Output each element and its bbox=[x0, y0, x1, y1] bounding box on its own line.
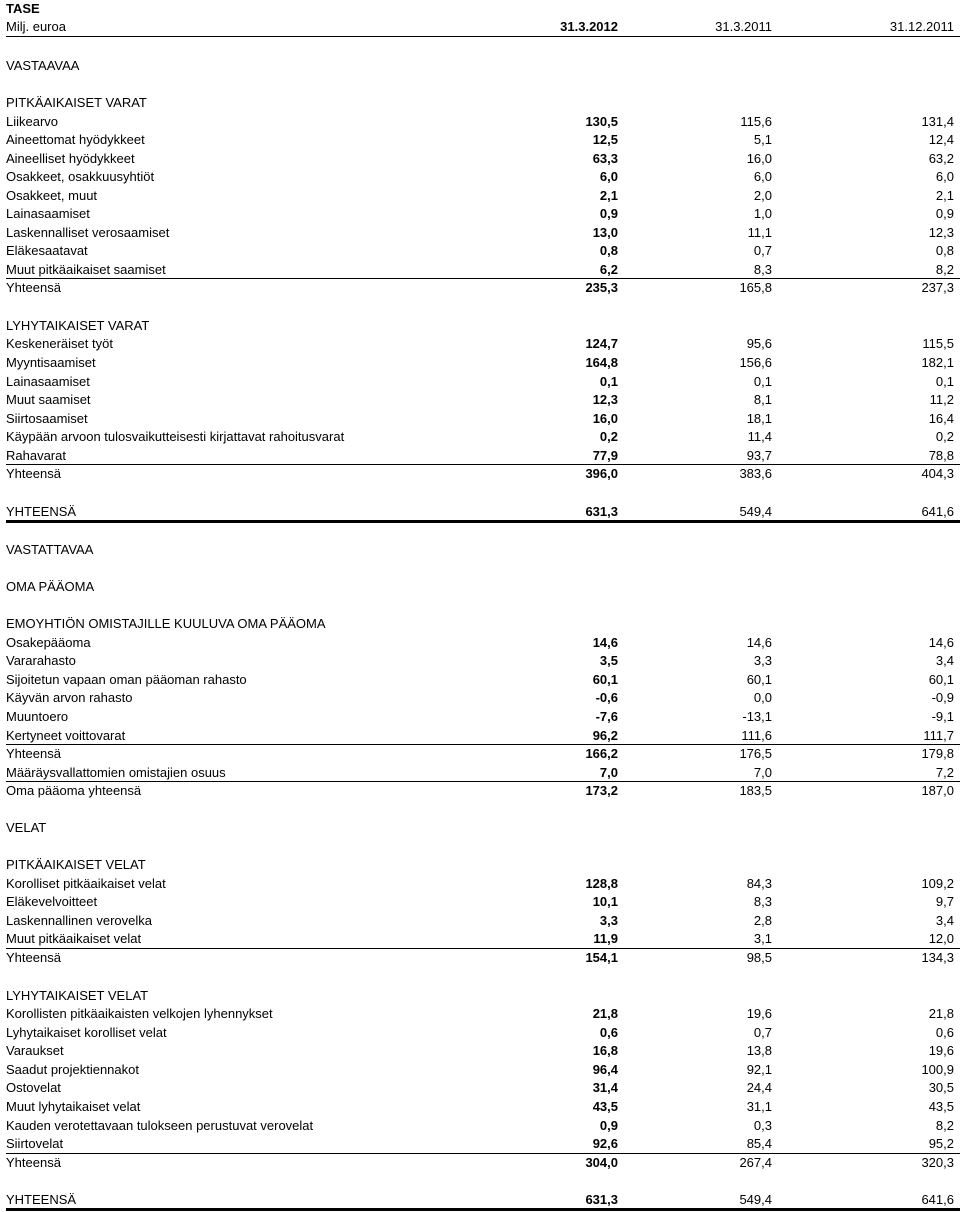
table-row bbox=[0, 354, 960, 371]
unit-label: Milj. euroa bbox=[6, 19, 66, 34]
value-cell-1: 0,2 bbox=[599, 429, 618, 444]
table-row bbox=[0, 373, 960, 390]
value-cell-1: 6,2 bbox=[599, 262, 618, 277]
table-row bbox=[0, 764, 960, 781]
value-cell-2: 8,1 bbox=[753, 392, 772, 407]
value-cell-3: 641,6 bbox=[921, 1192, 954, 1207]
value-cell-1: 173,2 bbox=[585, 783, 618, 798]
value-cell-3: 16,4 bbox=[928, 411, 954, 426]
table-row bbox=[0, 131, 960, 148]
subtotal-rule bbox=[6, 278, 960, 279]
table-row bbox=[0, 634, 960, 651]
value-cell-3: 60,1 bbox=[928, 672, 954, 687]
row-label: Siirtosaamiset bbox=[6, 411, 88, 426]
value-cell-2: 115,6 bbox=[740, 114, 772, 129]
value-cell-2: 2,8 bbox=[753, 913, 772, 928]
row-label: Muut pitkäaikaiset saamiset bbox=[6, 262, 166, 277]
section-heading-row bbox=[0, 57, 960, 74]
row-label: Käyvän arvon rahasto bbox=[6, 690, 133, 705]
row-label: Sijoitetun vapaan oman pääoman rahasto bbox=[6, 672, 247, 687]
document-title: TASE bbox=[6, 1, 40, 16]
header-columns-row bbox=[0, 18, 960, 35]
value-cell-3: 2,1 bbox=[935, 188, 954, 203]
value-cell-3: 63,2 bbox=[928, 151, 954, 166]
value-cell-2: 18,1 bbox=[746, 411, 772, 426]
table-row bbox=[0, 949, 960, 966]
value-cell-3: 237,3 bbox=[921, 280, 954, 295]
table-row bbox=[0, 1117, 960, 1134]
value-cell-3: 9,7 bbox=[935, 894, 954, 909]
section-heading: PITKÄAIKAISET VELAT bbox=[6, 857, 146, 872]
row-label: Korollisten pitkäaikaisten velkojen lyhennykset bbox=[6, 1006, 273, 1021]
value-cell-2: 8,3 bbox=[753, 894, 772, 909]
value-cell-3: 641,6 bbox=[921, 504, 954, 519]
value-cell-3: -9,1 bbox=[931, 709, 954, 724]
row-label: Saadut projektiennakot bbox=[6, 1062, 139, 1077]
row-label: Eläkevelvoitteet bbox=[6, 894, 98, 909]
value-cell-1: 164,8 bbox=[585, 355, 618, 370]
row-label: Rahavarat bbox=[6, 448, 66, 463]
table-row bbox=[0, 428, 960, 445]
row-label: Yhteensä bbox=[6, 1155, 61, 1170]
table-row bbox=[0, 1005, 960, 1022]
value-cell-2: 0,0 bbox=[753, 690, 772, 705]
value-cell-3: 320,3 bbox=[921, 1155, 954, 1170]
value-cell-2: 31,1 bbox=[746, 1099, 772, 1114]
value-cell-2: 156,6 bbox=[739, 355, 772, 370]
row-label: Aineettomat hyödykkeet bbox=[6, 132, 145, 147]
value-cell-1: 7,0 bbox=[599, 765, 618, 780]
value-cell-1: 0,6 bbox=[599, 1025, 618, 1040]
table-row bbox=[0, 335, 960, 352]
value-cell-1: 304,0 bbox=[585, 1155, 618, 1170]
value-cell-2: 111,6 bbox=[741, 728, 772, 743]
value-cell-3: 115,5 bbox=[922, 336, 954, 351]
row-label: Liikearvo bbox=[6, 114, 59, 129]
value-cell-2: 84,3 bbox=[746, 876, 772, 891]
value-cell-1: 0,1 bbox=[599, 374, 618, 389]
value-cell-3: 78,8 bbox=[928, 448, 954, 463]
row-label: Määräysvallattomien omistajien osuus bbox=[6, 765, 226, 780]
value-cell-3: 11,2 bbox=[929, 392, 954, 407]
row-label: Muuntoero bbox=[6, 709, 69, 724]
table-row bbox=[0, 168, 960, 185]
value-cell-1: 631,3 bbox=[585, 504, 618, 519]
value-cell-2: 2,0 bbox=[753, 188, 772, 203]
value-cell-3: 3,4 bbox=[935, 653, 954, 668]
row-label: Lyhytaikaiset korolliset velat bbox=[6, 1025, 167, 1040]
table-row bbox=[0, 1098, 960, 1115]
table-row bbox=[0, 1135, 960, 1152]
value-cell-1: 130,5 bbox=[585, 114, 618, 129]
total-rule bbox=[6, 520, 960, 523]
value-cell-2: 7,0 bbox=[753, 765, 772, 780]
value-cell-2: 92,1 bbox=[746, 1062, 772, 1077]
value-cell-3: 0,1 bbox=[935, 374, 954, 389]
section-heading: PITKÄAIKAISET VARAT bbox=[6, 95, 147, 110]
section-heading-row bbox=[0, 615, 960, 632]
table-row bbox=[0, 652, 960, 669]
header-title-row bbox=[0, 0, 960, 17]
table-row bbox=[0, 1042, 960, 1059]
row-label: Yhteensä bbox=[6, 280, 61, 295]
value-cell-2: 165,8 bbox=[739, 280, 772, 295]
value-cell-3: 0,6 bbox=[935, 1025, 954, 1040]
value-cell-1: 43,5 bbox=[592, 1099, 618, 1114]
value-cell-2: 8,3 bbox=[753, 262, 772, 277]
section-heading-row bbox=[0, 317, 960, 334]
value-cell-3: 0,8 bbox=[935, 243, 954, 258]
value-cell-3: 0,2 bbox=[935, 429, 954, 444]
value-cell-1: 396,0 bbox=[585, 466, 618, 481]
row-label: YHTEENSÄ bbox=[6, 1192, 77, 1207]
table-row bbox=[0, 708, 960, 725]
value-cell-1: 631,3 bbox=[585, 1192, 618, 1207]
row-label: Lainasaamiset bbox=[6, 206, 90, 221]
row-label: YHTEENSÄ bbox=[6, 504, 77, 519]
value-cell-2: 98,5 bbox=[746, 950, 772, 965]
row-label: Muut saamiset bbox=[6, 392, 91, 407]
table-row bbox=[0, 465, 960, 482]
value-cell-3: 182,1 bbox=[921, 355, 954, 370]
table-row bbox=[0, 447, 960, 464]
value-cell-1: 3,5 bbox=[599, 653, 618, 668]
subtotal-rule bbox=[6, 744, 960, 745]
value-cell-3: 19,6 bbox=[928, 1043, 954, 1058]
row-label: Muut pitkäaikaiset velat bbox=[6, 931, 142, 946]
row-label: Lainasaamiset bbox=[6, 374, 90, 389]
value-cell-1: 14,6 bbox=[592, 635, 618, 650]
subtotal-rule bbox=[6, 1153, 960, 1154]
value-cell-1: 124,7 bbox=[585, 336, 618, 351]
value-cell-2: 85,4 bbox=[746, 1136, 772, 1151]
table-row bbox=[0, 912, 960, 929]
table-row bbox=[0, 782, 960, 799]
section-heading-row bbox=[0, 541, 960, 558]
section-heading-row bbox=[0, 819, 960, 836]
table-row bbox=[0, 391, 960, 408]
table-row bbox=[0, 279, 960, 296]
value-cell-1: 128,8 bbox=[585, 876, 618, 891]
table-row bbox=[0, 224, 960, 241]
table-row bbox=[0, 893, 960, 910]
header-rule bbox=[6, 36, 960, 37]
table-row bbox=[0, 150, 960, 167]
value-cell-2: 0,7 bbox=[753, 1025, 772, 1040]
value-cell-2: 1,0 bbox=[753, 206, 772, 221]
row-label: Muut lyhytaikaiset velat bbox=[6, 1099, 141, 1114]
value-cell-3: 7,2 bbox=[935, 765, 954, 780]
table-row bbox=[0, 410, 960, 427]
value-cell-1: 154,1 bbox=[585, 950, 618, 965]
row-label: Korolliset pitkäaikaiset velat bbox=[6, 876, 166, 891]
table-row bbox=[0, 1191, 960, 1208]
value-cell-3: -0,9 bbox=[931, 690, 954, 705]
value-cell-2: 0,7 bbox=[753, 243, 772, 258]
row-label: Siirtovelat bbox=[6, 1136, 64, 1151]
value-cell-3: 8,2 bbox=[935, 262, 954, 277]
value-cell-2: 93,7 bbox=[746, 448, 772, 463]
row-label: Laskennalliset verosaamiset bbox=[6, 225, 170, 240]
row-label: Osakkeet, muut bbox=[6, 188, 98, 203]
value-cell-1: 16,0 bbox=[592, 411, 618, 426]
row-label: Osakkeet, osakkuusyhtiöt bbox=[6, 169, 155, 184]
value-cell-3: 3,4 bbox=[935, 913, 954, 928]
table-row bbox=[0, 503, 960, 520]
value-cell-1: 0,9 bbox=[599, 206, 618, 221]
section-heading-row bbox=[0, 987, 960, 1004]
value-cell-2: 13,8 bbox=[746, 1043, 772, 1058]
subtotal-rule bbox=[6, 464, 960, 465]
value-cell-3: 12,4 bbox=[928, 132, 954, 147]
value-cell-3: 187,0 bbox=[921, 783, 954, 798]
value-cell-1: 12,5 bbox=[592, 132, 618, 147]
value-cell-1: 6,0 bbox=[599, 169, 618, 184]
column-header-31-3-2012: 31.3.2012 bbox=[560, 19, 618, 34]
table-row bbox=[0, 689, 960, 706]
subtotal-rule bbox=[6, 948, 960, 949]
table-row bbox=[0, 1061, 960, 1078]
value-cell-3: 179,8 bbox=[921, 746, 954, 761]
row-label: Kertyneet voittovarat bbox=[6, 728, 126, 743]
value-cell-1: 60,1 bbox=[592, 672, 618, 687]
section-heading: VELAT bbox=[6, 820, 47, 835]
section-heading-row bbox=[0, 856, 960, 873]
section-heading: VASTAAVAA bbox=[6, 58, 80, 73]
value-cell-3: 21,8 bbox=[928, 1006, 954, 1021]
row-label: Varaukset bbox=[6, 1043, 64, 1058]
value-cell-3: 111,7 bbox=[923, 728, 954, 743]
row-label: Aineelliset hyödykkeet bbox=[6, 151, 135, 166]
value-cell-3: 8,2 bbox=[935, 1118, 954, 1133]
table-row bbox=[0, 242, 960, 259]
value-cell-1: 77,9 bbox=[592, 448, 618, 463]
value-cell-2: 0,1 bbox=[753, 374, 772, 389]
table-row bbox=[0, 205, 960, 222]
row-label: Eläkesaatavat bbox=[6, 243, 88, 258]
section-heading: EMOYHTIÖN OMISTAJILLE KUULUVA OMA PÄÄOMA bbox=[6, 616, 326, 631]
table-row bbox=[0, 187, 960, 204]
value-cell-1: 2,1 bbox=[599, 188, 618, 203]
value-cell-3: 109,2 bbox=[921, 876, 954, 891]
value-cell-1: 63,3 bbox=[592, 151, 618, 166]
subtotal-rule bbox=[6, 781, 960, 782]
row-label: Vararahasto bbox=[6, 653, 76, 668]
table-row bbox=[0, 1079, 960, 1096]
column-header-31-12-2011: 31.12.2011 bbox=[889, 19, 954, 34]
value-cell-2: 549,4 bbox=[739, 504, 772, 519]
table-row bbox=[0, 1154, 960, 1171]
value-cell-3: 14,6 bbox=[928, 635, 954, 650]
value-cell-1: 96,2 bbox=[592, 728, 618, 743]
value-cell-1: 13,0 bbox=[592, 225, 618, 240]
value-cell-2: 549,4 bbox=[739, 1192, 772, 1207]
value-cell-2: -13,1 bbox=[742, 709, 772, 724]
table-row bbox=[0, 113, 960, 130]
value-cell-3: 43,5 bbox=[928, 1099, 954, 1114]
row-label: Yhteensä bbox=[6, 746, 61, 761]
row-label: Laskennallinen verovelka bbox=[6, 913, 152, 928]
value-cell-1: 166,2 bbox=[585, 746, 618, 761]
value-cell-3: 131,4 bbox=[921, 114, 954, 129]
value-cell-3: 404,3 bbox=[921, 466, 954, 481]
value-cell-2: 3,3 bbox=[753, 653, 772, 668]
value-cell-2: 95,6 bbox=[746, 336, 772, 351]
value-cell-3: 30,5 bbox=[928, 1080, 954, 1095]
value-cell-1: 0,8 bbox=[599, 243, 618, 258]
value-cell-3: 100,9 bbox=[921, 1062, 954, 1077]
table-row bbox=[0, 875, 960, 892]
row-label: Kauden verotettavaan tulokseen perustuvat verovelat bbox=[6, 1118, 314, 1133]
row-label: Yhteensä bbox=[6, 950, 61, 965]
value-cell-3: 12,3 bbox=[928, 225, 954, 240]
value-cell-1: 235,3 bbox=[585, 280, 618, 295]
section-heading: OMA PÄÄOMA bbox=[6, 579, 95, 594]
table-row bbox=[0, 261, 960, 278]
value-cell-1: 16,8 bbox=[592, 1043, 618, 1058]
section-heading: LYHYTAIKAISET VELAT bbox=[6, 988, 149, 1003]
value-cell-2: 0,3 bbox=[753, 1118, 772, 1133]
value-cell-2: 16,0 bbox=[746, 151, 772, 166]
row-label: Myyntisaamiset bbox=[6, 355, 96, 370]
value-cell-2: 383,6 bbox=[739, 466, 772, 481]
value-cell-3: 95,2 bbox=[928, 1136, 954, 1151]
value-cell-2: 14,6 bbox=[746, 635, 772, 650]
value-cell-3: 12,0 bbox=[928, 931, 954, 946]
row-label: Osakepääoma bbox=[6, 635, 91, 650]
table-row bbox=[0, 1024, 960, 1041]
section-heading: LYHYTAIKAISET VARAT bbox=[6, 318, 150, 333]
value-cell-2: 5,1 bbox=[753, 132, 772, 147]
value-cell-3: 0,9 bbox=[935, 206, 954, 221]
value-cell-1: 0,9 bbox=[599, 1118, 618, 1133]
value-cell-1: 11,9 bbox=[593, 931, 618, 946]
value-cell-1: 92,6 bbox=[592, 1136, 618, 1151]
row-label: Yhteensä bbox=[6, 466, 61, 481]
value-cell-2: 24,4 bbox=[746, 1080, 772, 1095]
value-cell-2: 183,5 bbox=[739, 783, 772, 798]
value-cell-2: 6,0 bbox=[753, 169, 772, 184]
section-heading-row bbox=[0, 578, 960, 595]
value-cell-2: 60,1 bbox=[746, 672, 772, 687]
value-cell-1: -7,6 bbox=[595, 709, 618, 724]
row-label: Ostovelat bbox=[6, 1080, 61, 1095]
value-cell-1: 31,4 bbox=[592, 1080, 618, 1095]
row-label: Oma pääoma yhteensä bbox=[6, 783, 142, 798]
value-cell-1: 12,3 bbox=[592, 392, 618, 407]
column-header-31-3-2011: 31.3.2011 bbox=[715, 19, 772, 34]
value-cell-1: -0,6 bbox=[595, 690, 618, 705]
value-cell-1: 3,3 bbox=[599, 913, 618, 928]
value-cell-3: 6,0 bbox=[935, 169, 954, 184]
table-row bbox=[0, 727, 960, 744]
section-heading: VASTATTAVAA bbox=[6, 542, 94, 557]
value-cell-1: 96,4 bbox=[592, 1062, 618, 1077]
value-cell-2: 19,6 bbox=[746, 1006, 772, 1021]
row-label: Keskeneräiset työt bbox=[6, 336, 113, 351]
section-heading-row bbox=[0, 94, 960, 111]
value-cell-2: 11,1 bbox=[747, 225, 772, 240]
table-row bbox=[0, 930, 960, 947]
table-row bbox=[0, 671, 960, 688]
row-label: Käypään arvoon tulosvaikutteisesti kirjattavat rahoitusvarat bbox=[6, 429, 345, 444]
value-cell-2: 11,4 bbox=[747, 429, 772, 444]
value-cell-2: 267,4 bbox=[739, 1155, 772, 1170]
total-rule bbox=[6, 1208, 960, 1211]
table-row bbox=[0, 745, 960, 762]
value-cell-1: 21,8 bbox=[592, 1006, 618, 1021]
value-cell-3: 134,3 bbox=[921, 950, 954, 965]
value-cell-1: 10,1 bbox=[592, 894, 618, 909]
value-cell-2: 176,5 bbox=[739, 746, 772, 761]
value-cell-2: 3,1 bbox=[753, 931, 772, 946]
